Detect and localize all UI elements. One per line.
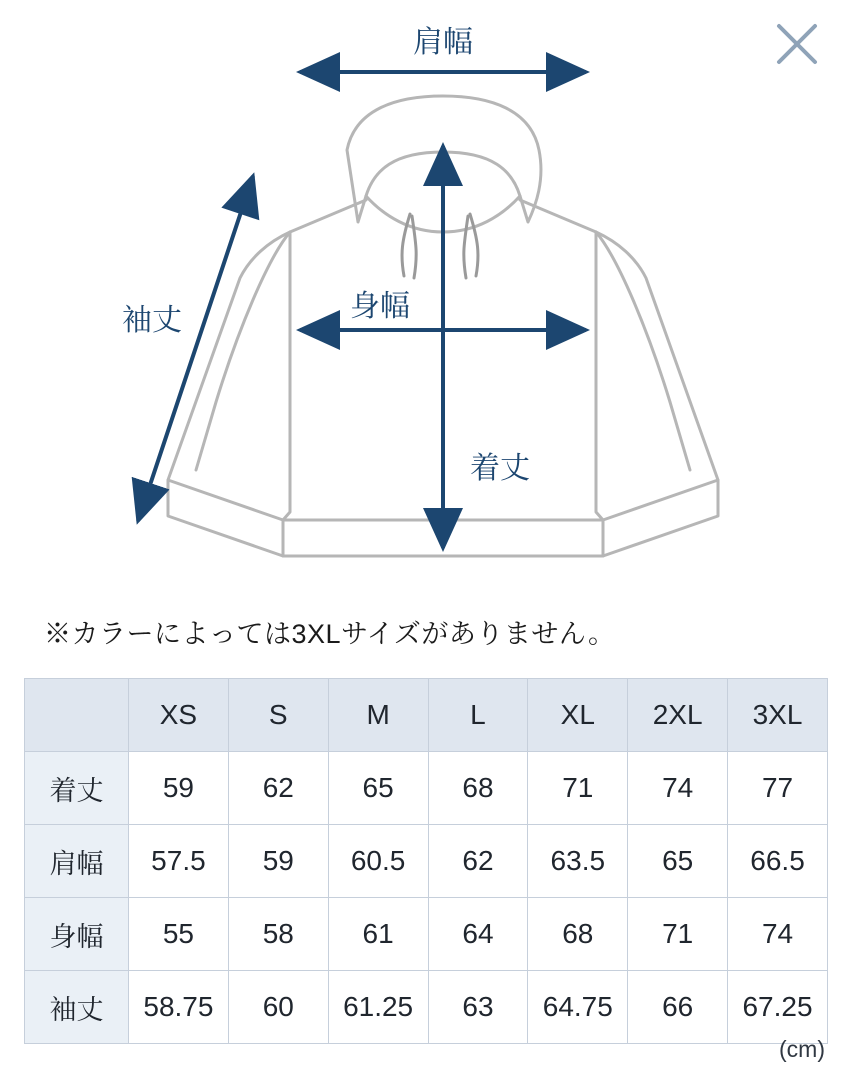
cell: 74 xyxy=(728,898,828,971)
unit-label: (cm) xyxy=(779,1036,825,1062)
size-table xyxy=(24,678,828,1044)
label-sleeve-length: 袖丈 xyxy=(122,304,182,337)
label-shoulder-width: 肩幅 xyxy=(413,26,473,59)
cell: 63 xyxy=(428,971,528,1044)
cell: 55 xyxy=(129,898,229,971)
table-corner-cell xyxy=(25,679,129,752)
cell: 61.25 xyxy=(328,971,428,1044)
cell: 65 xyxy=(628,825,728,898)
row-label-sleeve-length: 袖丈 xyxy=(25,971,129,1044)
table-row xyxy=(25,898,828,971)
row-label-body-length: 着丈 xyxy=(25,752,129,825)
cell: 68 xyxy=(528,898,628,971)
cell: 64 xyxy=(428,898,528,971)
table-col-m: M xyxy=(328,679,428,752)
label-chest-width: 身幅 xyxy=(350,290,410,323)
cell: 66.5 xyxy=(728,825,828,898)
cell: 74 xyxy=(628,752,728,825)
table-body xyxy=(25,752,828,1044)
cell: 58.75 xyxy=(129,971,229,1044)
cell: 71 xyxy=(528,752,628,825)
cell: 64.75 xyxy=(528,971,628,1044)
table-col-xs: XS xyxy=(129,679,229,752)
table-col-xl: XL xyxy=(528,679,628,752)
table-row xyxy=(25,971,828,1044)
cell: 62 xyxy=(228,752,328,825)
row-label-chest-width: 身幅 xyxy=(25,898,129,971)
cell: 68 xyxy=(428,752,528,825)
cell: 60.5 xyxy=(328,825,428,898)
label-body-length: 着丈 xyxy=(470,452,530,485)
row-label-shoulder-width: 肩幅 xyxy=(25,825,129,898)
cell: 58 xyxy=(228,898,328,971)
cell: 65 xyxy=(328,752,428,825)
cell: 59 xyxy=(129,752,229,825)
table-col-s: S xyxy=(228,679,328,752)
size-table-container xyxy=(24,678,828,1044)
size-availability-note: ※カラーによっては3XLサイズがありません。 xyxy=(44,619,616,649)
cell: 62 xyxy=(428,825,528,898)
cell: 63.5 xyxy=(528,825,628,898)
cell: 77 xyxy=(728,752,828,825)
table-header-row xyxy=(25,679,828,752)
table-row xyxy=(25,752,828,825)
cell: 59 xyxy=(228,825,328,898)
cell: 61 xyxy=(328,898,428,971)
cell: 57.5 xyxy=(129,825,229,898)
cell: 66 xyxy=(628,971,728,1044)
cell: 67.25 xyxy=(728,971,828,1044)
cell: 60 xyxy=(228,971,328,1044)
table-row xyxy=(25,825,828,898)
table-header xyxy=(25,679,828,752)
cell: 71 xyxy=(628,898,728,971)
table-col-3xl: 3XL xyxy=(728,679,828,752)
table-col-2xl: 2XL xyxy=(628,679,728,752)
table-col-l: L xyxy=(428,679,528,752)
